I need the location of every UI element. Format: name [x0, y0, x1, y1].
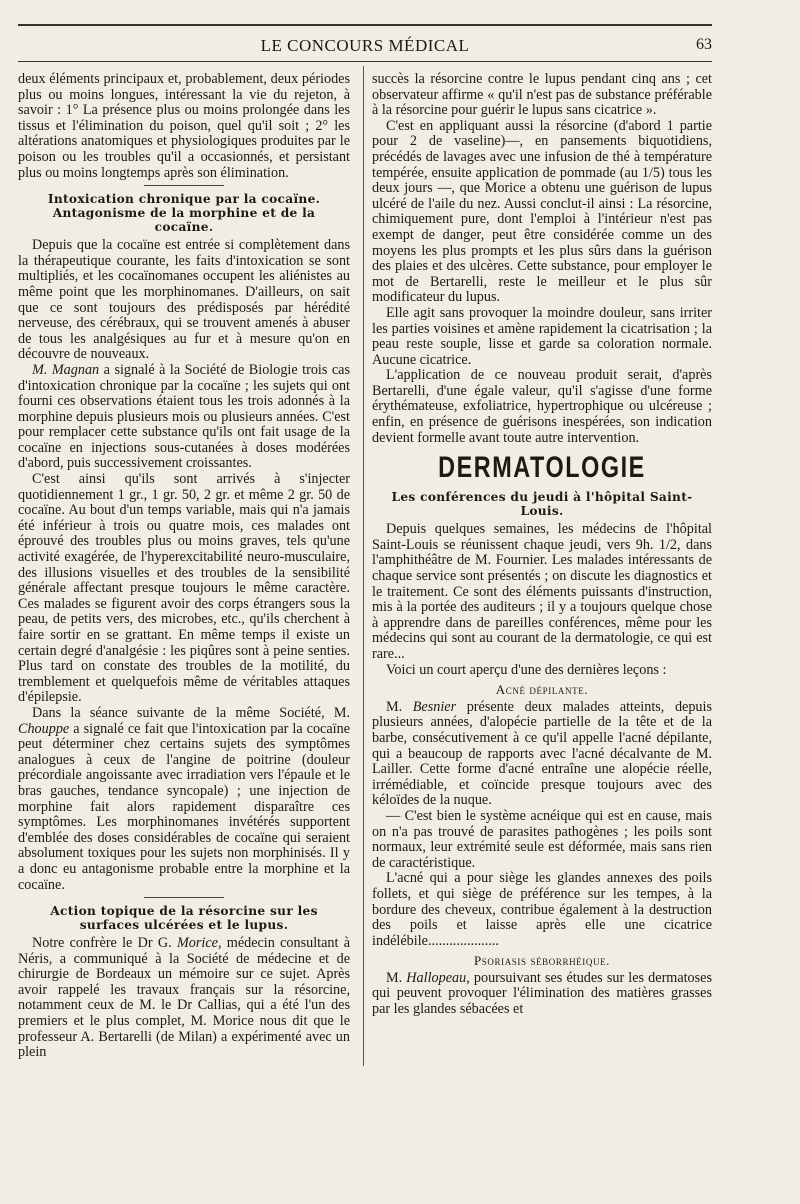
paragraph: L'acné qui a pour siège les glandes annexes des poils follets, et qui siège de préférence sur les tempes, à la bordure des cheveux, contribue également à la destruction des poils et laisse après elle une cicatrice indélébile.................... [372, 870, 712, 949]
article-heading: Les conférences du jeudi à l'hôpital Saint-Louis. [391, 490, 693, 519]
paragraph-text: a signalé à la Société de Biologie trois cas d'intoxication chronique par la cocaïne ; les sujets qui ont fourni ces observations étaient tous les trois adonnés à la morphine depuis plusieurs mois ou plusieurs années. C'est pour remplacer cette substance qu'ils ont fait usage de la cocaïne en injections sous-cutanées à doses modérées d'abord, puis successivement croissantes. [18, 361, 351, 472]
paragraph: C'est en appliquant aussi la résorcine (d'abord 1 partie pour 2 de vaseline)—, en pansements biquotidiens, précédés de lavages avec une infusion de thé à température tempérée, ensuite application de pommade (au 1/5) tous les deux jours —, que Morice a obtenu une guérison de lupus ulcéré de l'aile du nez. Aussi conclut-il ainsi : La résorcine, chimiquement pure, dont l'emploi à l'intérieur n'est pas exempt de danger, peut être considérée comme un des moyens les plus prompts et les plus sûrs dans la guérison des plaies et des ulcères. Cette substance, pour employer le mot de Bertarelli, reste le meilleur et le plus sûr modificateur du lupus. [372, 117, 712, 306]
author-name: Morice [176, 935, 218, 952]
paragraph-text: présente deux malades atteints, depuis plusieurs années, d'alopécie partielle de la tête et de la barbe, consécutivement à ce qu'il appelle l'acné dépilante, qui a beaucoup de rapports avec l'acné décalvante de M. Lailler. Cette forme d'acné entraîne une alopécie réelle, irrémédiable, et coïncide presque toujours avec des kéloïdes de la nuque. [372, 698, 712, 809]
paragraph-text: a signalé ce fait que l'intoxication par la cocaïne peut déterminer chez certains sujets des symptômes analogues à ceux de l'angine de poitrine (douleur précordiale angoissante avec irradiation vers l'épaule et le bras gauches, tendance syncopale) ; une injection de morphine fait alors rapidement disparaître ces symptômes. Les morphinomanes invétérés supportent d'emblée des doses considérables de cocaïne qui seraient absolument toxiques pour les sujets non morphinisés. Il y a donc eu antagonisme probable entre la morphine et la cocaïne. [18, 720, 350, 893]
paragraph: deux éléments principaux et, probablement, deux périodes plus ou moins longues, intéressant la vie du rejeton, à savoir : 1° La présence plus ou moins prolongée dans les tissus et l'élimination du poison, quel qu'il soit ; 2° les altérations anatomiques et physiologiques produites par le poison ou les troubles qu'il a occasionnés, et persistant plus ou moins longtemps après son élimination. [18, 71, 350, 181]
paragraph: Depuis quelques semaines, les médecins de l'hôpital Saint-Louis se réunissent chaque jeudi, vers 9h. 1/2, dans l'amphithéâtre de M. Fournier. Les malades intéressants de chaque service sont présentés ; on discute les diagnostics et le traitement. Ce sont des éléments puissants d'instruction, mis à la portée des auditeurs ; il y a toujours quelque chose à apprendre dans de pareilles conférences, même pour les médecins qui sont au courant de la dermatologie, ce qui est rare... [372, 521, 712, 662]
paragraph: C'est ainsi qu'ils sont arrivés à s'injecter quotidiennement 1 gr., 1 gr. 50, 2 gr. et même 2 gr. 50 de cocaïne. Au bout d'un temps variable, mais qui n'a jamais été inférieur à trois ou quatre mois, ces malades ont éprouvé des troubles plus ou moins graves, tels qu'une activité exagérée, de l'hyperexcitabilité neuro-musculaire, des illusions visuelles et des troubles de la sensibilité générale affectant presque toujours le même caractère. Ces malades se figurent avoir des corps étrangers sous la peau, de petits vers, des microbes, etc., qu'ils cherchent à faire sortir en se grattant. En même temps il existe un certain degré d'analgésie : les piqûres sont à peine senties. Plus tard on constate des troubles de la motilité, du tremblement et quelquefois même de véritables attaques d'épilepsie. [18, 471, 350, 706]
paragraph-text: , poursuivant ses études sur les dermatoses qui peuvent provoquer l'élimination des matières grasses par les glandes sébacées et [372, 969, 712, 1018]
paragraph-text: M. [386, 969, 407, 986]
author-name: M. Magnan [32, 361, 100, 378]
paragraph: — C'est bien le système acnéique qui est en cause, mais on n'a pas trouvé de parasites pathogènes ; les poils sont normaux, leur extrémité seule est déformée, mais sans rien de caractéristique. [372, 807, 712, 871]
paragraph [372, 971, 712, 1018]
header-rule [18, 61, 712, 62]
author-name: Chouppe [18, 720, 70, 737]
paragraph: Depuis que la cocaïne est entrée si complètement dans la thérapeutique courante, les faits d'intoxication se sont multipliés, et les cocaïnomanes occupent les aliénistes au même point que les morphinomanes. D'ailleurs, on sait que ce sont toujours des prédisposés par hérédité nerveuse, des cérébraux, qui se trouvent amenés à abuser de tous les analgésiques au fur et à mesure qu'on en découvre de nouveaux. [18, 237, 350, 363]
column-divider [363, 66, 364, 1066]
separator-rule [144, 897, 224, 898]
article-heading: Action topique de la résorcine sur les surfaces ulcérées et le lupus. [50, 904, 318, 933]
subsection-heading: Psoriasis séborrhéique. [473, 953, 611, 969]
section-title: DERMATOLOGIE [438, 451, 646, 485]
paragraph [18, 936, 350, 1061]
page-number: 63 [696, 36, 712, 53]
paragraph: Voici un court aperçu d'une des dernières leçons : [386, 661, 667, 678]
journal-title: LE CONCOURS MÉDICAL [260, 36, 470, 55]
article-heading: Intoxication chronique par la cocaïne. Antagonisme de la morphine et de la cocaïne. [47, 192, 321, 235]
separator-rule [144, 185, 224, 186]
paragraph-text: , médecin consultant à Néris, a communiqué à la Société de médecine et de chirurgie de Bordeaux un mémoire sur ce sujet. Après avoir rappelé les travaux français sur la résorcine, notamment ceux de M. le Dr Callias, qui a été l'un des premiers et le plus complet, M. Morice nous dit que le professeur A. Bertarelli (de Milan) a expérimenté avec un plein [18, 935, 351, 1061]
paragraph-text: Dans la séance suivante de la même Société, M. [32, 704, 350, 721]
paragraph [18, 363, 350, 472]
paragraph: succès la résorcine contre le lupus pendant cinq ans ; cet observateur affirme « qu'il n'est pas de substance préférable à la résorcine pour guérir le lupus sans cicatrice ». [372, 71, 712, 119]
author-name: Hallopeau [406, 969, 467, 986]
right-column [372, 72, 712, 1018]
paragraph [18, 706, 350, 893]
paragraph [372, 700, 712, 809]
paragraph-text: M. [386, 698, 413, 715]
author-name: Besnier [412, 698, 457, 715]
page-header [18, 34, 712, 58]
paragraph: Elle agit sans provoquer la moindre douleur, sans irriter les parties voisines et amène rapidement la cicatrisation ; la peau reste souple, lisse et garde sa coloration normale. Aucune cicatrice. [372, 304, 712, 368]
top-rule [18, 24, 712, 26]
subsection-heading: Acné dépilante. [495, 682, 589, 698]
paragraph: L'application de ce nouveau produit serait, d'après Bertarelli, d'une égale valeur, qu'il s'agisse d'une forme érythémateuse, exfoliatrice, hypertrophique ou ulcéreuse ; enfin, en présence de guérisons inespérées, son indication devient formelle avant toute autre intervention. [372, 367, 712, 446]
left-column [18, 72, 350, 1061]
paragraph-text: Notre confrère le Dr G. [32, 935, 177, 952]
